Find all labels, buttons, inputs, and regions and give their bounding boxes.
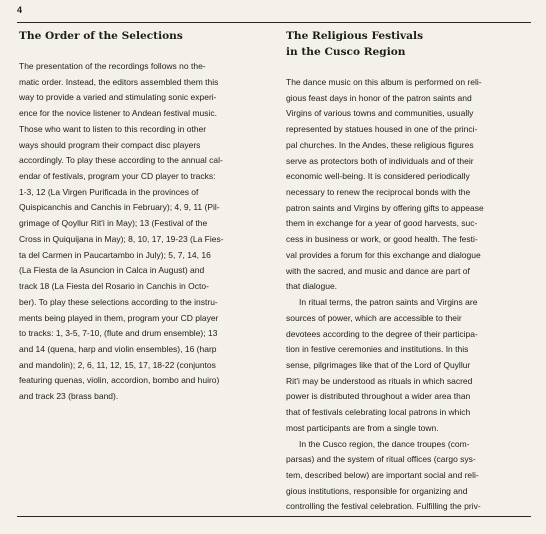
text-line: (La Fiesta de la Asuncion in Calca in August) and <box>19 265 205 276</box>
festivals-paragraph-3 <box>286 437 530 516</box>
text-line: In ritual terms, the patron saints and Virgins are <box>299 297 478 308</box>
text-line: ways should program their compact disc players <box>19 139 201 150</box>
text-line: In the Cusco region, the dance troupes (com- <box>299 438 470 449</box>
text-line: accordingly. To play these according to the annual cal- <box>19 155 223 166</box>
text-line: ta del Carmen in Paucartambo in July); 5, 7, 14, 16 <box>19 249 211 260</box>
text-line: Virgins of various towns and communities, usually <box>286 108 474 119</box>
text-line: val provides a forum for this exchange and dialogue <box>286 249 481 260</box>
text-line: parsas) and the system of ritual offices (cargo sys- <box>286 454 476 465</box>
text-line: tem, described below) are important social and reli- <box>286 469 479 480</box>
text-line: 1-3, 12 (La Virgen Purificada in the provinces of <box>19 186 199 197</box>
left-column <box>19 28 263 405</box>
text-line: and mandolin); 2, 6, 11, 12, 15, 17, 18-22 (conjuntos <box>19 359 216 370</box>
text-line: ments being played in them, program your CD player <box>19 312 219 323</box>
text-line: matic order. Instead, the editors assembled them this <box>19 76 219 87</box>
text-line: Cross in Quiquijana in May); 8, 10, 17, 19-23 (La Fies- <box>19 233 224 244</box>
heading-line: in the Cusco Region <box>286 46 406 58</box>
page-number: 4 <box>17 5 23 15</box>
selections-heading: The Order of the Selections <box>19 30 183 42</box>
festivals-paragraph-2 <box>286 295 530 436</box>
text-line: ber). To play these selections according to the instru- <box>19 296 218 307</box>
text-line: to tracks: 1, 3-5, 7-10, (flute and drum ensemble); 13 <box>19 328 218 339</box>
text-line: with the sacred, and music and dance are part of <box>286 265 470 276</box>
text-line: Rit'i may be understood as rituals in which sacred <box>286 375 473 386</box>
selections-paragraph <box>19 59 263 405</box>
text-line: Quispicanchis and Canchis in February); 4, 9, 11 (Pil- <box>19 202 220 213</box>
text-line: devotees according to the degree of their participa- <box>286 328 478 339</box>
festivals-paragraph-1 <box>286 75 530 295</box>
text-line: economic well-being. It is considered periodically <box>286 171 470 182</box>
text-line: track 18 (La Fiesta del Rosario in Canchis in Octo- <box>19 281 209 292</box>
text-line: patron saints and Virgins by offering gifts to appease <box>286 202 484 213</box>
text-line: sources of power, which are accessible to their <box>286 312 462 323</box>
text-line: that dialogue. <box>286 281 338 292</box>
text-line: controlling the festival celebration. Fulfilling the priv- <box>286 501 481 512</box>
top-rule <box>17 22 531 23</box>
text-line: The presentation of the recordings follows no the- <box>19 61 206 71</box>
text-line: and 14 (quena, harp and violin ensembles), 16 (harp <box>19 343 217 354</box>
text-line: necessary to renew the reciprocal bonds with the <box>286 187 471 198</box>
text-line: tion in festive ceremonies and institutions. In this <box>286 344 469 355</box>
text-line: cess in business or work, or good health. The festi- <box>286 234 478 245</box>
text-line: that of festivals celebrating local patrons in which <box>286 407 471 418</box>
text-line: most participants are from a single town. <box>286 422 439 433</box>
text-line: grimage of Qoyllur Rit'i in May); 13 (Festival of the <box>19 218 208 229</box>
text-line: gious feast days in honor of the patron saints and <box>286 92 472 103</box>
text-line: them in exchange for a year of good harvests, suc- <box>286 218 478 229</box>
text-line: featuring quenas, violin, accordion, bombo and huiro) <box>19 375 220 386</box>
text-line: Those who want to listen to this recording in other <box>19 123 207 134</box>
bottom-rule <box>17 516 531 517</box>
festivals-heading <box>286 28 530 60</box>
right-column <box>286 28 530 515</box>
text-line: pal churches. In the Andes, these religious figures <box>286 139 474 150</box>
text-line: gious institutions, responsible for organizing and <box>286 485 468 496</box>
text-line: way to provide a varied and stimulating sonic experi- <box>19 92 217 103</box>
text-line: and track 23 (brass band). <box>19 391 119 402</box>
text-line: endar of festivals, program your CD player to tracks: <box>19 171 216 182</box>
text-line: serve as protectors both of individuals and of their <box>286 155 474 166</box>
text-line: The dance music on this album is performed on reli- <box>286 77 482 87</box>
text-line: power is distributed throughout a wider area than <box>286 391 471 402</box>
heading-line: The Religious Festivals <box>286 30 424 42</box>
text-line: represented by statues housed in one of the princi- <box>286 124 478 135</box>
text-line: sense, pilgrimages like that of the Lord of Quyllur <box>286 359 471 370</box>
text-line: ence for the novice listener to Andean festival music. <box>19 108 217 119</box>
